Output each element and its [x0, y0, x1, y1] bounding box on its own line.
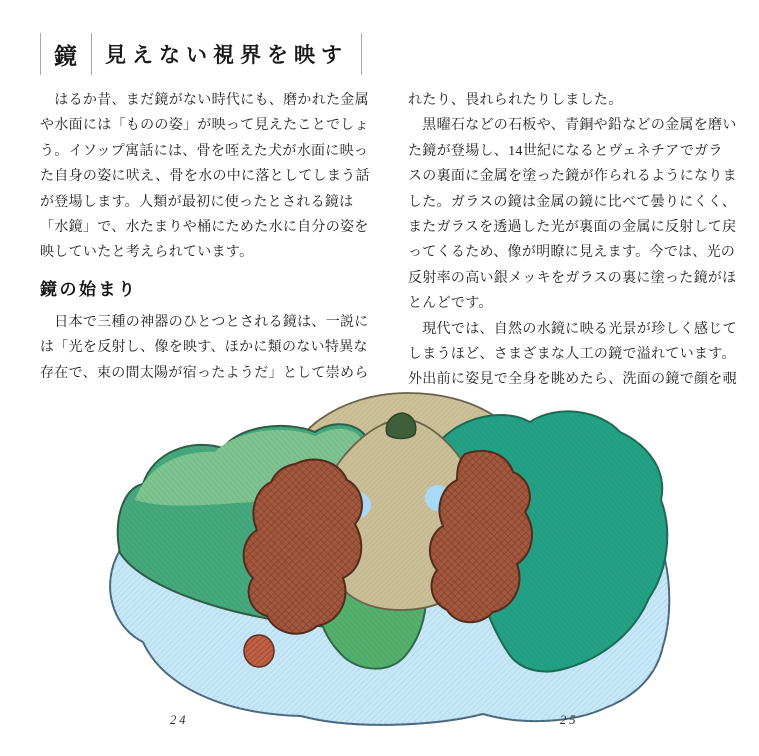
- chapter-subtitle: 見えない視界を映す: [105, 44, 348, 67]
- body-line: とんどです。: [408, 296, 493, 312]
- body-line: 黒曜石などの石板や、青銅や鉛などの金属を磨い: [408, 118, 737, 134]
- body-line: 外出前に姿見で全身を眺めたら、洗面の鏡で顔を覗: [408, 372, 737, 388]
- body-line: 日本で三種の神器のひとつとされる鏡は、一説に: [40, 314, 369, 330]
- chapter-kanji: 鏡: [54, 42, 78, 69]
- body-line: 映していたと考えられています。: [40, 245, 254, 261]
- body-line: した。ガラスの鏡は金属の鏡に比べて曇りにくく、: [408, 194, 737, 210]
- body-line: しまうほど、さまざまな人工の鏡で溢れています。: [408, 346, 736, 362]
- dog-pond-illustration: [105, 380, 715, 740]
- body-line: や水面には「ものの姿」が映って見えたことでしょ: [40, 118, 369, 134]
- section-heading: 鏡の始まり: [40, 279, 138, 299]
- body-line: う。イソップ寓話には、骨を咥えた犬が水面に映っ: [40, 143, 369, 159]
- page-number-left: 24: [170, 713, 189, 727]
- chapter-title: [40, 32, 362, 76]
- bone-texture: [244, 635, 274, 667]
- body-line: 現代では、自然の水鏡に映る光景が珍しく感じて: [408, 321, 737, 337]
- title-rule-left: [40, 33, 41, 75]
- body-line: 反射率の高い銀メッキをガラスの裏に塗った鏡がほ: [408, 270, 737, 286]
- body-line: た鏡が登場し、14世紀になるとヴェネチアでガラ: [408, 143, 723, 159]
- body-line: ってくるため、像が明瞭に見えます。今では、光の: [408, 245, 736, 261]
- left-text-column: [40, 88, 370, 386]
- body-line: またガラスを透過した光が裏面の金属に反射して戻: [408, 219, 737, 235]
- body-line: れたり、畏れられたりしました。: [408, 93, 623, 108]
- body-line: が登場します。人類が最初に使ったとされる鏡は: [40, 194, 354, 210]
- right-text-column: [408, 88, 737, 393]
- page-number-right: 25: [560, 713, 579, 727]
- body-line: は「光を反射し、像を映す、ほかに類のない特異な: [40, 340, 368, 356]
- body-line: スの裏面に金属を塗った鏡が作られるようになりま: [408, 169, 737, 185]
- body-line: 「水鏡」で、水たまりや桶にためた水に自分の姿を: [40, 219, 369, 235]
- body-line: 存在で、束の間太陽が宿ったようだ」として崇めら: [40, 365, 369, 381]
- title-rule-middle: [91, 33, 92, 75]
- title-rule-right: [361, 33, 362, 75]
- body-line: はるか昔、まだ鏡がない時代にも、磨かれた金属: [40, 93, 369, 108]
- body-line: た自身の姿に吠え、骨を水の中に落としてしまう話: [40, 169, 370, 185]
